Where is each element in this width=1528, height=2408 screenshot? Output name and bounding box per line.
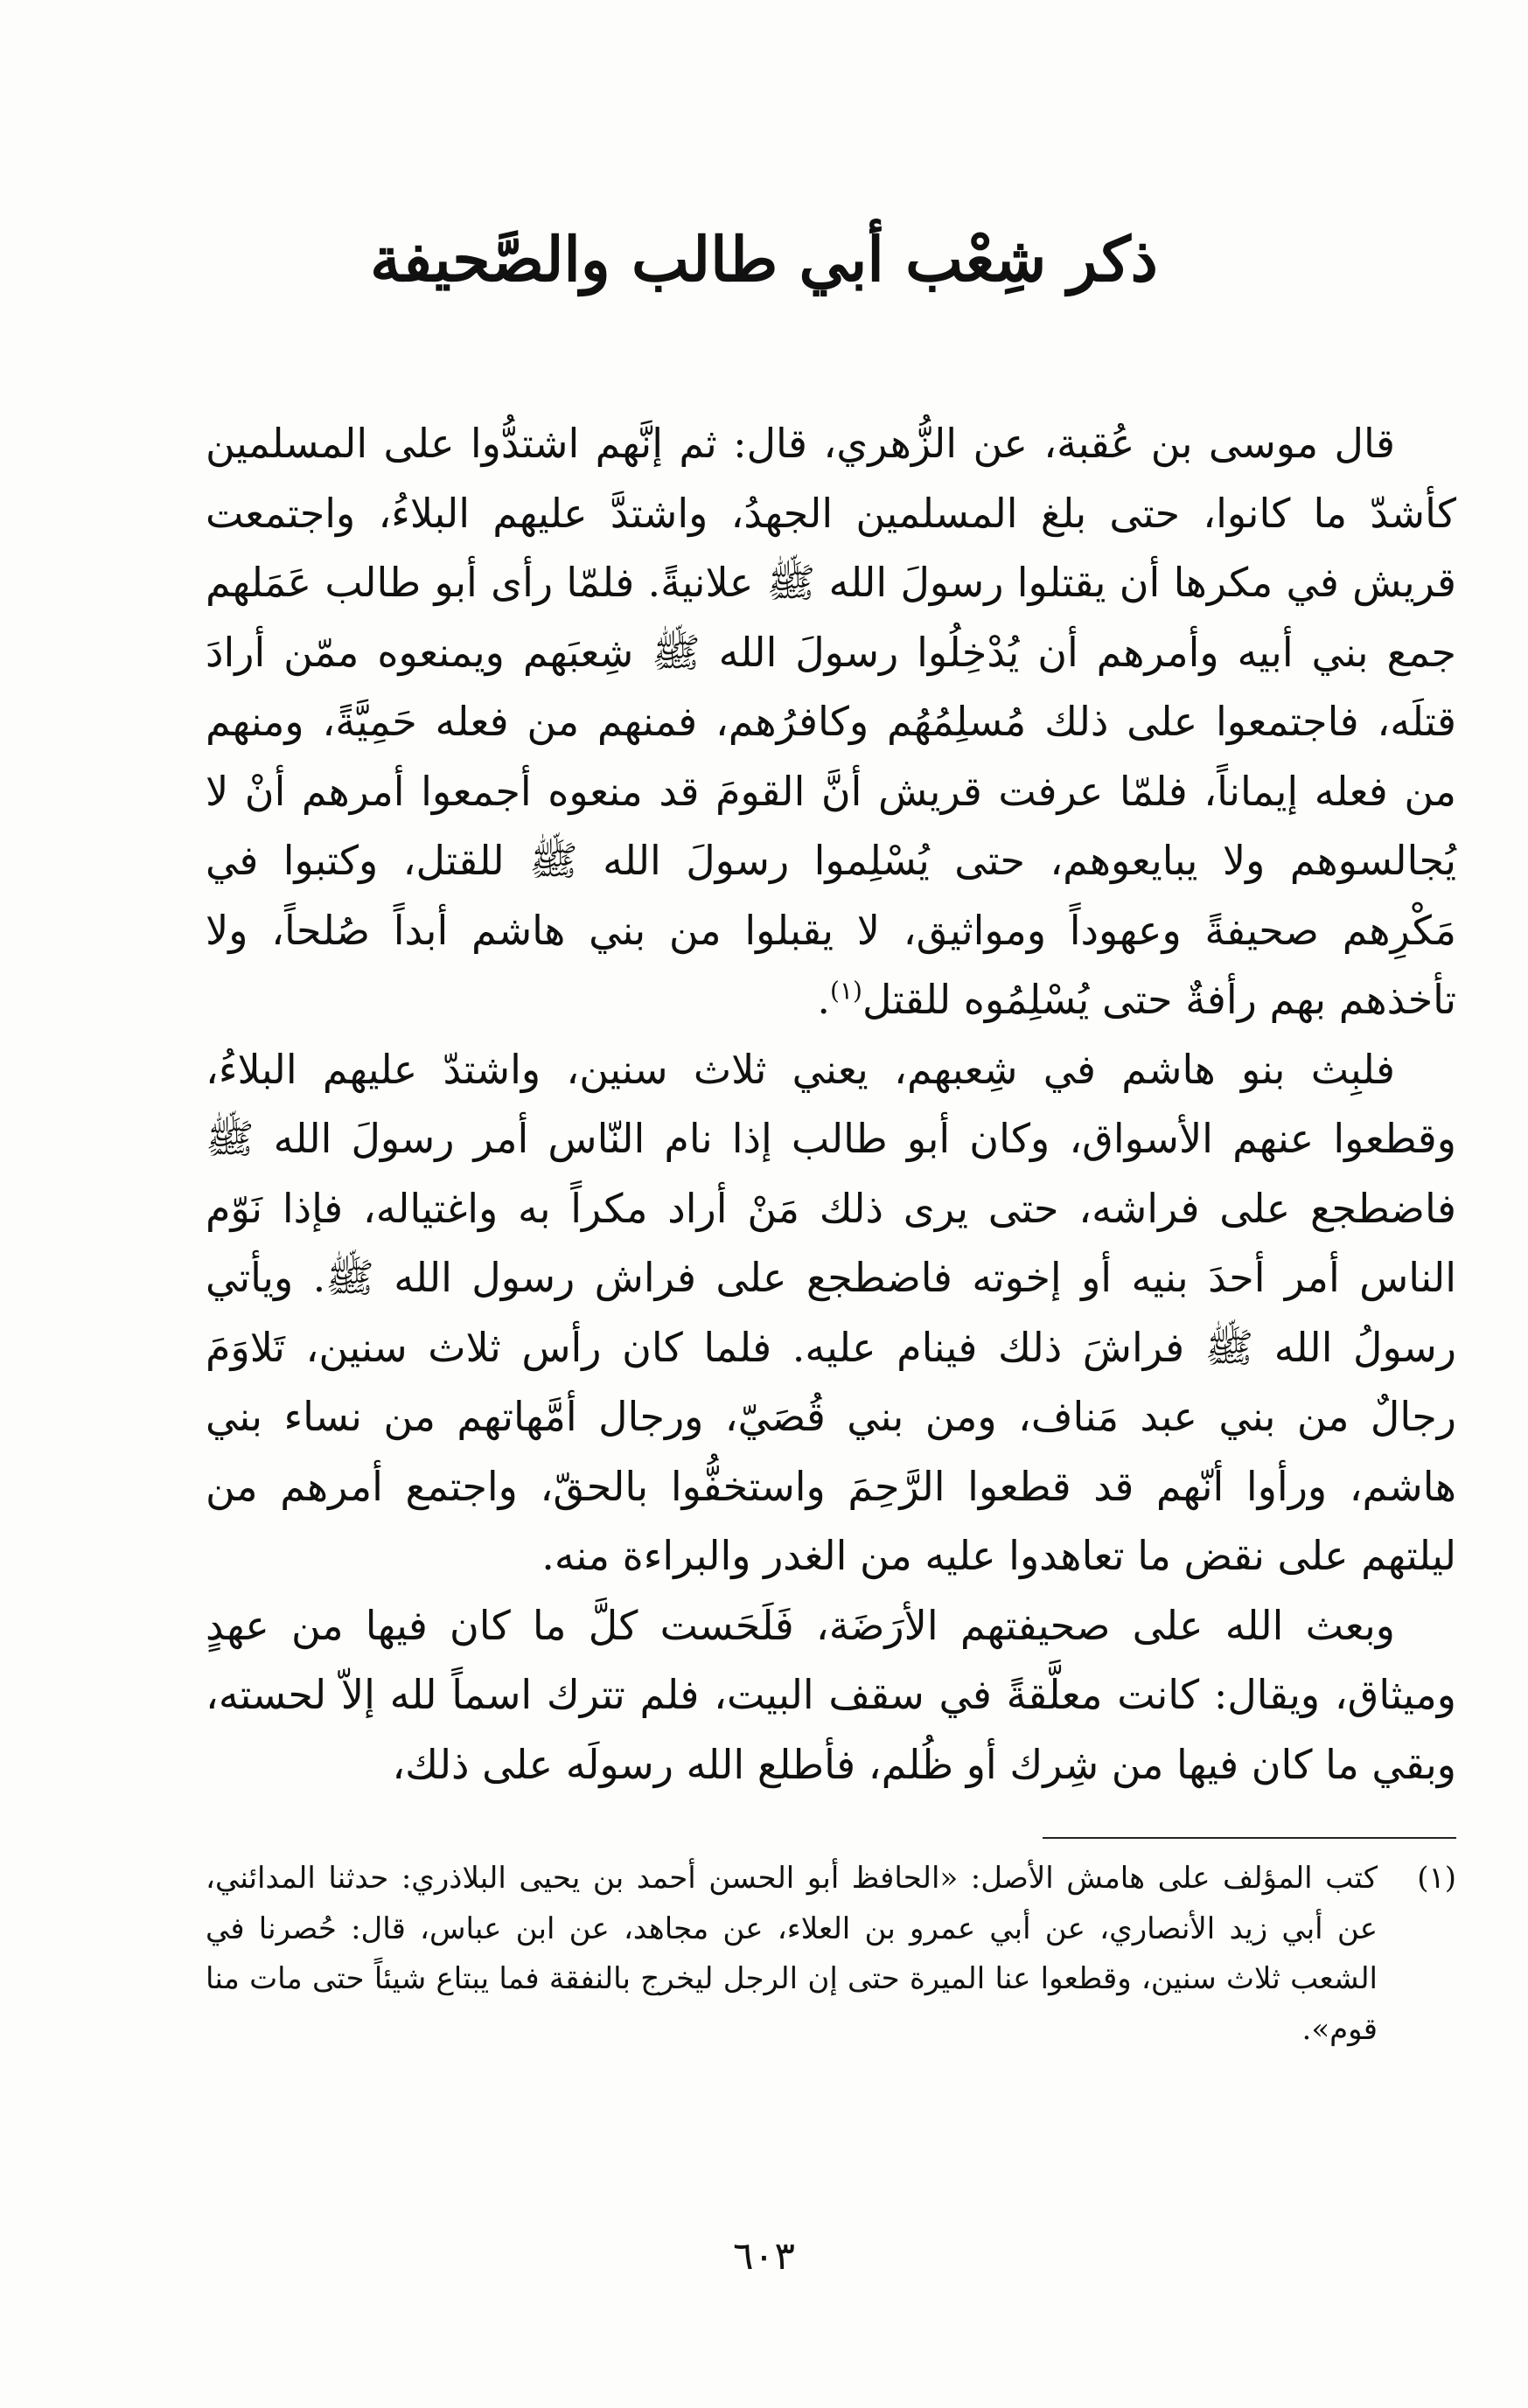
page-number: ٦٠٣ [733, 2234, 795, 2279]
paragraph-2: فلبِث بنو هاشم في شِعبهم، يعني ثلاث سنين، واشتدّ عليهم البلاءُ، وقطعوا عنهم الأسواق، وكان أبو طالب إذا نام النّاس أمر رسولَ الله ﷺ فاضطجع على فراشه، حتى يرى ذلك مَنْ أراد مكراً به واغتياله، فإذا نَوّم الناس أمر أحدَ بنيه أو إخوته فاضطجع على فراش رسول الله ﷺ. ويأتي رسولُ الله ﷺ فراشَ ذلك فينام عليه. فلما كان رأس ثلاث سنين، تَلاوَمَ رجالٌ من بني عبد مَناف، ومن بني قُصَيّ، ورجال أمَّهاتهم من نساء بني هاشم، ورأوا أنّهم قد قطعوا الرَّحِمَ واستخفُّوا بالحقّ، واجتمع أمرهم من ليلتهم على نقض ما تعاهدوا عليه من الغدر والبراءة منه. [206, 1045, 1456, 1579]
footnote-text: كتب المؤلف على هامش الأصل: «الحافظ أبو الحسن أحمد بن يحيى البلاذري: حدثنا المدائني، عن أبي زيد الأنصاري، عن أبي عمرو بن العلاء، عن مجاهد، عن ابن عباس، قال: حُصرنا في الشعب ثلاث سنين، وقطعوا عنا الميرة حتى إن الرجل ليخرج بالنفقة فما يبتاع شيئاً حتى مات منا قوم». [206, 1861, 1378, 2047]
paragraph-3: وبعث الله على صحيفتهم الأرَضَة، فَلَحَست كلَّ ما كان فيها من عهدٍ وميثاق، ويقال: كانت معلَّقةً في سقف البيت، فلم تترك اسماً لله إلاّ لحسته، وبقي ما كان فيها من شِرك أو ظُلم، فأطلع الله رسولَه على ذلك، [206, 1601, 1456, 1788]
footnote-number: (١) [1417, 1861, 1456, 1896]
footnote [206, 1854, 1456, 2055]
main-text [206, 409, 1456, 1799]
footnote-reference[interactable]: (١) [830, 976, 862, 1006]
chapter-title: ذكر شِعْب أبي طالب والصَّحيفة [370, 223, 1158, 296]
paragraph-1-text: قال موسى بن عُقبة، عن الزُّهري، قال: ثم إنَّهم اشتدُّوا على المسلمين كأشدّ ما كانوا، حتى بلغ المسلمين الجهدُ، واشتدَّ عليهم البلاءُ، واجتمعت قريش في مكرها أن يقتلوا رسولَ الله ﷺ علانيةً. فلمّا رأى أبو طالب عَمَلهم جمع بني أبيه وأمرهم أن يُدْخِلُوا رسولَ الله ﷺ شِعبَهم ويمنعوه ممّن أرادَ قتلَه، فاجتمعوا على ذلك مُسلِمُهُم وكافرُهم، فمنهم من فعله حَمِيَّةً، ومنهم من فعله إيماناً، فلمّا عرفت قريش أنَّ القومَ قد منعوه أجمعوا أمرهم أنْ لا يُجالسوهم ولا يبايعوهم، حتى يُسْلِموا رسولَ الله ﷺ للقتل، وكتبوا في مَكْرِهم صحيفةً وعهوداً ومواثيق، لا يقبلوا من بني هاشم أبداً صُلحاً، ولا تأخذهم بهم رأفةٌ حتى يُسْلِمُوه للقتل [206, 420, 1456, 1023]
footnote-separator [1043, 1837, 1456, 1839]
paragraph-1 [206, 409, 1456, 1035]
paragraph-1-end: . [817, 976, 831, 1023]
